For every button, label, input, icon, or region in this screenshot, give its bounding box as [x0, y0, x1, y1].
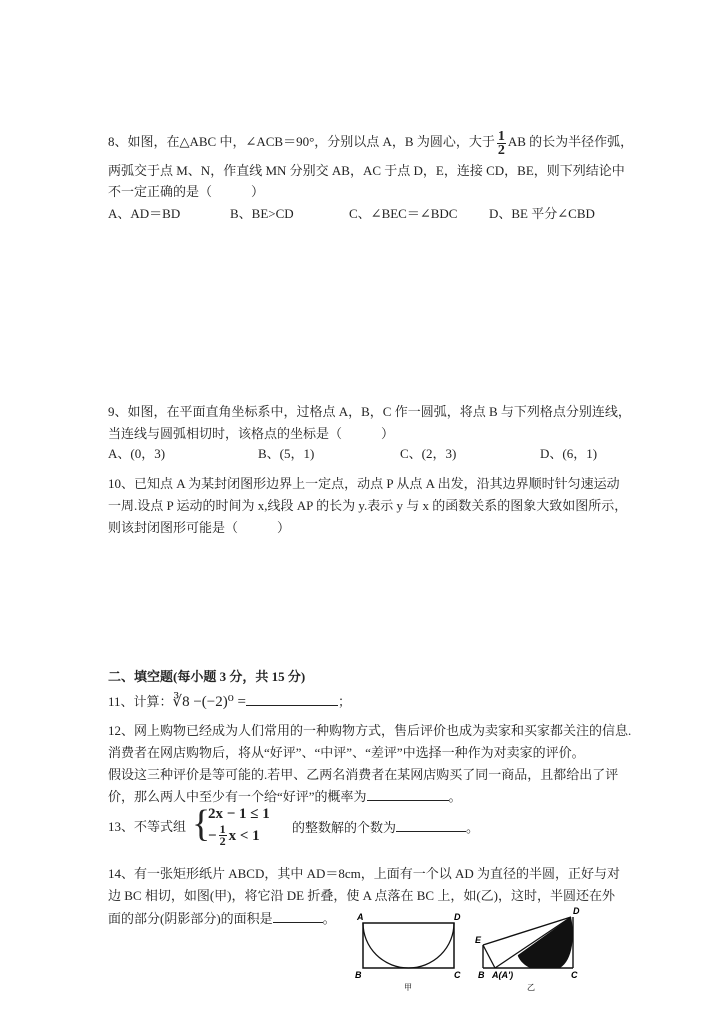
q9-option-b: B、(5，1) [258, 446, 315, 461]
ineq2-text: x < 1 [228, 827, 260, 844]
q8-option-a: A、AD＝BD [108, 206, 181, 221]
q8-line2: 两弧交于点 M、N，作直线 MN 分别交 AB，AC 于点 D，E，连接 CD，BE，则下列结论中 [108, 163, 625, 178]
q11-prefix: 11、计算： [108, 694, 173, 709]
caption-yi: 乙 [527, 983, 535, 992]
q13-prefix: 13、不等式组 [108, 819, 187, 834]
frac-den: 2 [219, 834, 226, 848]
q9-option-d: D、(6，1) [540, 446, 598, 461]
q8-option-c: C、∠BEC＝∠BDC [349, 206, 458, 221]
fraction-half [497, 130, 506, 157]
answer-blank[interactable] [246, 693, 338, 706]
q9-option-a: A、(0，3) [108, 446, 166, 461]
figure-yi [475, 905, 595, 995]
q9-line2: 当连线与圆弧相切时，该格点的坐标是（ ） [108, 426, 395, 441]
q8-option-b: B、BE>CD [230, 206, 294, 221]
label-c: C [571, 970, 578, 980]
answer-blank[interactable] [273, 910, 323, 923]
label-d: D [454, 912, 461, 922]
frac-num: 1 [219, 822, 226, 836]
q14-line3 [108, 910, 336, 927]
brace: { [192, 803, 211, 845]
q14-line2: 边 BC 相切，如图(甲)，将它沿 DE 折叠，使 A 点落在 BC 上，如(乙)，这时，半圆还在外 [108, 888, 616, 903]
q8-line1 [108, 126, 633, 158]
q13-text: 的整数解的个数为 [292, 820, 397, 835]
q12-end: 。 [448, 789, 462, 804]
q14-text: 面的部分(阴影部分)的面积是 [108, 911, 273, 926]
q12-text: 价，那么两人中至少有一个给“好评”的概率为 [108, 789, 367, 804]
q11-suffix: ； [337, 694, 351, 709]
q9-line1: 9、如图，在平面直角坐标系中，过格点 A，B，C 作一圆弧，将点 B 与下列格点分别连线， [108, 404, 631, 419]
frac-num: 1 [497, 128, 505, 144]
rectangle-abcd [363, 923, 454, 968]
q11-line [108, 693, 351, 710]
q12-line3: 假设这三种评价是等可能的.若甲、乙两名消费者在某网店购买了同一商品，且都给出了评 [108, 767, 619, 782]
q9-option-c: C、(2，3) [400, 446, 457, 461]
q10-line2: 一周.设点 P 运动的时间为 x,线段 AP 的长为 y.表示 y 与 x 的函数关系的图象大致如图所示， [108, 498, 628, 513]
label-b: B [355, 970, 362, 980]
caption-jia: 甲 [404, 983, 412, 992]
q11-expression: ∛8 −(−2)⁰ = [172, 694, 246, 710]
inequality-2 [208, 824, 260, 847]
q12-line1: 12、网上购物已经成为人们常用的一种购物方式，售后评价也成为卖家和买家都关注的信息. [108, 723, 632, 738]
frac-den: 2 [497, 142, 505, 158]
label-c: C [454, 970, 461, 980]
inequality-1: 2x − 1 ≤ 1 [208, 806, 270, 822]
label-a: A(A') [492, 970, 514, 980]
minus: − [208, 827, 217, 844]
label-e: E [475, 935, 482, 945]
q13-end: 。 [466, 820, 480, 835]
q8-line3: 不一定正确的是（ ） [108, 184, 265, 199]
section-title: 二、填空题(每小题 3 分，共 15 分) [108, 669, 306, 684]
answer-blank[interactable] [367, 788, 449, 801]
label-b: B [478, 970, 485, 980]
semicircle [363, 923, 454, 968]
figure-jia [350, 905, 470, 995]
q13-suffix [292, 819, 479, 836]
q10-line3: 则该封闭图形可能是（ ） [108, 520, 291, 535]
q10-line1: 10、已知点 A 为某封闭图形边界上一定点，动点 P 从点 A 出发，沿其边界顺时针匀速运动 [108, 476, 620, 491]
q12-line2: 消费者在网店购物后，将从“好评”、“中评”、“差评”中选择一种作为对卖家的评价。 [108, 745, 585, 760]
label-a: A [357, 912, 364, 922]
q8-text: 8、如图，在△ABC 中，∠ACB＝90°，分别以点 A，B 为圆心，大于 [108, 134, 495, 149]
q14-end: 。 [322, 911, 336, 926]
q8-text: AB 的长为半径作弧， [507, 134, 634, 149]
label-d: D [573, 906, 580, 916]
answer-blank[interactable] [396, 819, 466, 832]
fraction-half [219, 824, 227, 847]
q14-line1: 14、有一张矩形纸片 ABCD，其中 AD＝8cm，上面有一个以 AD 为直径的半圆，正好与对 [108, 866, 621, 881]
q12-line4 [108, 788, 462, 805]
q8-option-d: D、BE 平分∠CBD [489, 206, 595, 221]
